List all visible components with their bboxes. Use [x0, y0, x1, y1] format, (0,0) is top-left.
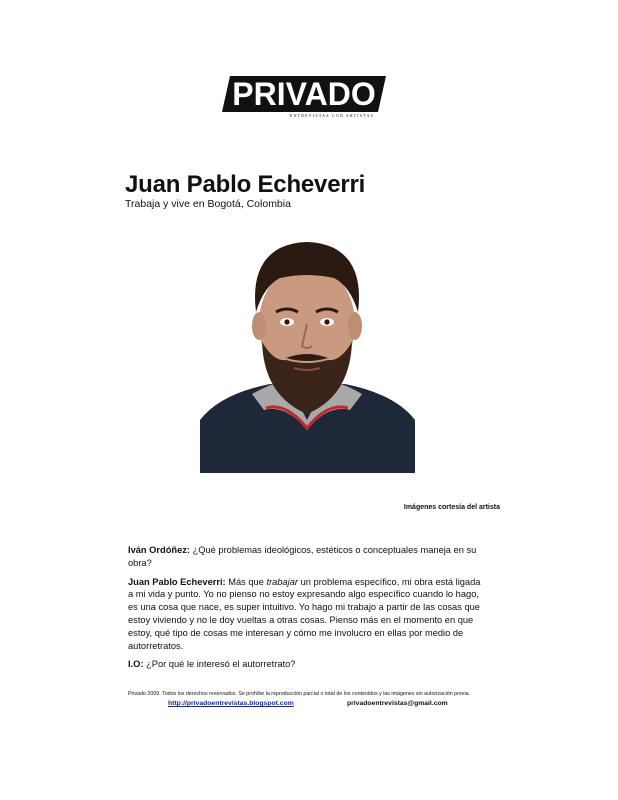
speaker-ivan: Iván Ordóñez:	[128, 545, 190, 555]
speaker-juan-pablo: Juan Pablo Echeverri:	[128, 576, 226, 587]
logo-wordmark: PRIVADO	[232, 76, 376, 112]
footer-rights: Privado 2009. Todos los derechos reservados. Se prohíbe la reproducción parcial o total de los contenidos y las imágenes sin autorización previa.	[128, 691, 471, 697]
page-title: Juan Pablo Echeverri	[125, 171, 366, 198]
answer-1-text-after: un problema específico, mi obra está ligada a mi vida y punto. Yo no pienso no estoy expresando algo específico cuando lo hago, es una cosa que nace, es super intuitivo. Yo hago mi trabajo a partir de las cosas que estoy viviendo y no le doy vueltas a otras cosas. Pienso más en el momento en que estoy, qué tipo de cosas me interesan y cómo me involucro en ellas por medio de autorretratos.	[128, 576, 481, 651]
answer-1-text-before: Más que	[225, 576, 267, 587]
portrait-photo	[200, 234, 415, 473]
privado-logo-graphic	[222, 74, 386, 118]
question-1-text: ¿Qué problemas ideológicos, estéticos o conceptuales maneja en su obra?	[128, 545, 477, 568]
answer-1-text-italic: trabajar	[266, 576, 299, 587]
privado-logo	[222, 74, 386, 118]
interview-text	[128, 544, 488, 677]
answer-1	[128, 576, 488, 653]
page-subtitle: Trabaja y vive en Bogotá, Colombia	[125, 198, 291, 210]
logo-tagline: ENTREVISTAS CON ARTISTAS	[289, 113, 375, 118]
contact-email[interactable]: privadoentrevistas@gmail.com	[347, 700, 448, 707]
portrait-illustration	[200, 234, 415, 473]
question-2	[128, 658, 488, 671]
speaker-io: I.O:	[128, 659, 144, 670]
image-credit: Imágenes cortesía del artista	[403, 504, 500, 511]
question-1	[128, 544, 488, 570]
blog-link[interactable]: http://privadoentrevistas.blogspot.com	[168, 700, 294, 707]
question-2-text: ¿Por qué le interesó el autorretrato?	[143, 659, 296, 670]
